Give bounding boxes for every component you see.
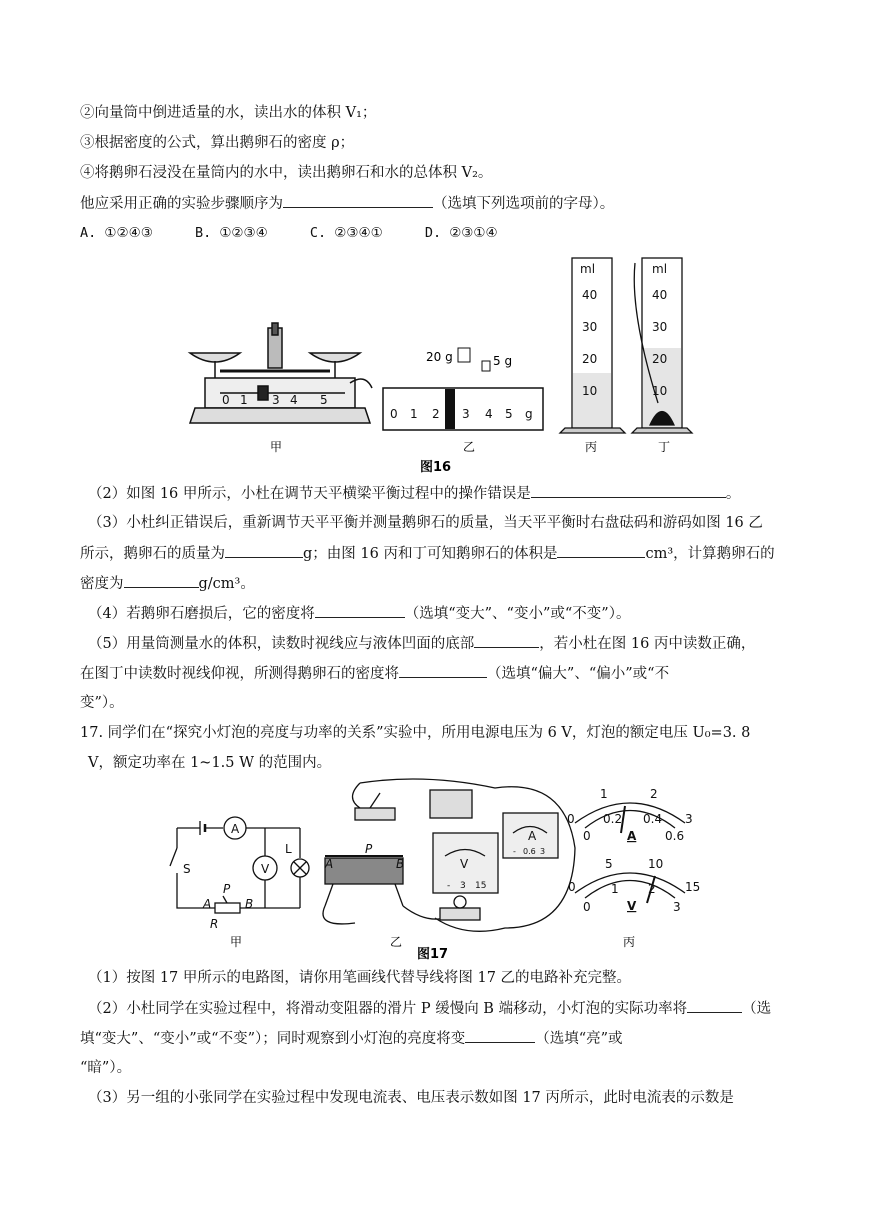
circuit-voltmeter-V: V [261, 862, 270, 876]
q17-2-text-a: （2）小杜同学在实验过程中，将滑动变阻器的滑片 P 缓慢向 B 端移动，小灯泡的实际功率将 [88, 1001, 688, 1017]
ammeter-bottom-0: 0 [583, 829, 591, 843]
q17-2-text-c: 填“变大”、“变小”或“不变”）；同时观察到小灯泡的亮度将变 [80, 1031, 466, 1047]
ammeter-top-3: 3 [685, 812, 693, 826]
voltmeter-terminal-15: 15 [475, 881, 487, 891]
option-b[interactable]: B. ①②③④ [194, 225, 268, 241]
rheostat-slider-P: P [365, 842, 373, 856]
scale-tick-3: 3 [462, 407, 470, 421]
q3-text-b: g；由图 16 丙和丁可知鹅卵石的体积是 [303, 546, 558, 562]
voltmeter-bottom-3: 3 [673, 900, 681, 914]
cylinder-bing-tick-40: 40 [582, 288, 598, 302]
cylinder-bing-tick-10: 10 [582, 384, 598, 398]
label-ding-16: 丁 [658, 440, 671, 454]
q5-text-a: （5）用量筒测量水的体积，读数时视线应与液体凹面的底部 [88, 636, 475, 652]
question-2 [88, 483, 740, 504]
question-17-3: （3）另一组的小张同学在实验过程中发现电流表、电压表示数如图 17 丙所示，此时电流表的示数是 [88, 1090, 734, 1106]
balance-tick-5: 5 [320, 393, 328, 407]
rider-scale [383, 388, 543, 430]
answer-blank[interactable] [474, 633, 539, 648]
question-2-end: 。 [725, 486, 741, 502]
answer-blank[interactable] [399, 663, 487, 678]
q5-text-d: （选填“偏大”、“偏小”或“不 [487, 666, 670, 682]
step-4: ④将鹅卵石浸没在量筒内的水中，读出鹅卵石和水的总体积 V₂。 [80, 165, 493, 181]
cylinder-ding-unit: ml [652, 262, 668, 276]
cylinder-ding-tick-20: 20 [652, 352, 668, 366]
scale-tick-2: 2 [432, 407, 440, 421]
question-17-2-line1 [88, 998, 771, 1019]
circuit-end-B: B [245, 897, 254, 911]
label-yi-16: 乙 [463, 440, 476, 454]
answer-blank[interactable] [465, 1028, 535, 1043]
voltmeter-dial-unit: V [627, 899, 637, 913]
label-jia-17: 甲 [230, 935, 243, 949]
ammeter-dial-unit: A [627, 829, 637, 843]
answer-blank[interactable] [687, 998, 742, 1013]
question-4 [88, 603, 630, 624]
ammeter-top-2: 2 [650, 787, 658, 801]
ammeter-terminal-3: 3 [540, 847, 546, 856]
voltmeter-bottom-2: 2 [648, 882, 656, 896]
weights-illustration [458, 348, 490, 371]
voltmeter-terminal-minus: - [447, 881, 451, 891]
question-2-text: （2）如图 16 甲所示，小杜在调节天平横梁平衡过程中的操作错误是 [88, 486, 531, 502]
answer-blank[interactable] [315, 603, 405, 618]
cylinder-ding-tick-30: 30 [652, 320, 668, 334]
question-3-line3 [80, 573, 255, 594]
figure-16 [180, 253, 700, 478]
answer-blank[interactable] [283, 193, 433, 208]
voltmeter-top-0: 0 [568, 880, 576, 894]
cylinder-ding-tick-40: 40 [652, 288, 668, 302]
q4-text-a: （4）若鹅卵石磨损后，它的密度将 [88, 606, 315, 622]
cylinder-bing-tick-20: 20 [582, 352, 598, 366]
options-row [80, 223, 532, 243]
option-c[interactable]: C. ②③④① [309, 225, 383, 241]
ammeter-bottom-0.2: 0.2 [603, 812, 623, 826]
question-17-line1: 17. 同学们在“探究小灯泡的亮度与功率的关系”实验中，所用电源电压为 6 V，灯泡的额定电压 U₀=3. 8 [80, 725, 751, 741]
voltmeter-unit-V: V [460, 857, 469, 871]
step-2: ②向量筒中倒进适量的水，读出水的体积 V₁； [80, 105, 377, 121]
cylinder-bing [560, 258, 625, 433]
question-17-1: （1）按图 17 甲所示的电路图，请你用笔画线代替导线将图 17 乙的电路补充完整。 [88, 970, 632, 986]
voltmeter-bottom-0: 0 [583, 900, 591, 914]
cylinder-ding-tick-10: 10 [652, 384, 668, 398]
circuit-slider-P: P [223, 882, 231, 896]
cylinder-bing-tick-30: 30 [582, 320, 598, 334]
question-17-2-line2 [80, 1028, 623, 1049]
question-5-line1 [88, 633, 755, 654]
figure-16-caption: 图16 [420, 460, 452, 475]
voltmeter-terminal-3: 3 [460, 881, 466, 891]
q3-text-c: cm³，计算鹅卵石的 [645, 546, 775, 562]
step-3: ③根据密度的公式，算出鹅卵石的密度 ρ； [80, 135, 355, 151]
answer-blank[interactable] [531, 483, 726, 498]
q3-text-e: g/cm³。 [198, 576, 255, 592]
ammeter-bottom-0.6: 0.6 [665, 829, 685, 843]
cylinder-ding [632, 258, 692, 433]
voltmeter-top-5: 5 [605, 857, 613, 871]
question-5-line3: 变”）。 [80, 695, 124, 711]
circuit-end-A: A [203, 897, 212, 911]
voltmeter-bottom-1: 1 [611, 882, 619, 896]
balance-tick-0: 0 [222, 393, 230, 407]
label-jia-16: 甲 [270, 440, 283, 454]
rheostat-end-A: A [325, 857, 334, 871]
question-3-line2 [80, 543, 775, 564]
voltmeter-top-15: 15 [685, 880, 701, 894]
scale-unit-g: g [525, 407, 533, 421]
ammeter-top-1: 1 [600, 787, 608, 801]
q17-2-text-d: （选填“亮”或 [535, 1031, 623, 1047]
ammeter-top-0: 0 [567, 812, 575, 826]
weight-20g: 20 g [426, 350, 453, 364]
figure-17 [165, 778, 725, 963]
order-question-prefix: 他应采用正确的实验步骤顺序为 [80, 196, 283, 212]
question-17-2-line3: “暗”）。 [80, 1060, 132, 1076]
mass-blank[interactable] [225, 543, 303, 558]
order-question-suffix: （选填下列选项前的字母）。 [433, 196, 615, 212]
q5-text-c: 在图丁中读数时视线仰视，所测得鹅卵石的密度将 [80, 666, 399, 682]
circuit-diagram [170, 817, 309, 913]
ammeter-bottom-0.4: 0.4 [643, 812, 663, 826]
label-bing-16: 丙 [585, 440, 598, 454]
q4-text-b: （选填“变大”、“变小”或“不变”）。 [404, 606, 631, 622]
balance-illustration [190, 323, 372, 423]
voltmeter-top-10: 10 [648, 857, 664, 871]
balance-tick-4: 4 [290, 393, 298, 407]
circuit-lamp-L: L [285, 842, 292, 856]
scale-tick-0: 0 [390, 407, 398, 421]
ammeter-terminal-0.6: 0.6 [523, 847, 536, 856]
scale-tick-5: 5 [505, 407, 513, 421]
option-a[interactable]: A. ①②④③ [80, 225, 153, 241]
physical-circuit [323, 779, 575, 931]
rheostat-end-B: B [396, 857, 405, 871]
balance-tick-1: 1 [240, 393, 248, 407]
scale-tick-4: 4 [485, 407, 493, 421]
figure-17-caption: 图17 [417, 947, 449, 962]
q3-text-d: 密度为 [80, 576, 124, 592]
order-question [80, 193, 614, 214]
circuit-rheostat-R: R [210, 917, 219, 931]
ammeter-unit-A: A [528, 829, 537, 843]
weight-5g: 5 g [493, 354, 513, 368]
scale-tick-1: 1 [410, 407, 418, 421]
q5-text-b: ，若小杜在图 16 丙中读数正确， [539, 636, 756, 652]
option-d[interactable]: D. ②③①④ [424, 225, 498, 241]
volume-blank[interactable] [557, 543, 645, 558]
question-3-line1: （3）小杜纠正错误后，重新调节天平平衡并测量鹅卵石的质量，当天平平衡时右盘砝码和游码如图 16 乙 [88, 515, 763, 531]
label-bing-17: 丙 [623, 935, 636, 949]
circuit-ammeter-A: A [231, 822, 240, 836]
balance-tick-3: 3 [272, 393, 280, 407]
q3-text-a: 所示，鹅卵石的质量为 [80, 546, 225, 562]
density-blank[interactable] [124, 573, 199, 588]
question-5-line2 [80, 663, 669, 684]
label-yi-17: 乙 [390, 935, 403, 949]
cylinder-bing-unit: ml [580, 262, 596, 276]
circuit-switch-S: S [183, 862, 191, 876]
question-17-line2: V，额定功率在 1~1.5 W 的范围内。 [88, 755, 332, 771]
ammeter-terminal-minus: - [513, 847, 516, 856]
q17-2-text-b: （选 [742, 1001, 772, 1017]
